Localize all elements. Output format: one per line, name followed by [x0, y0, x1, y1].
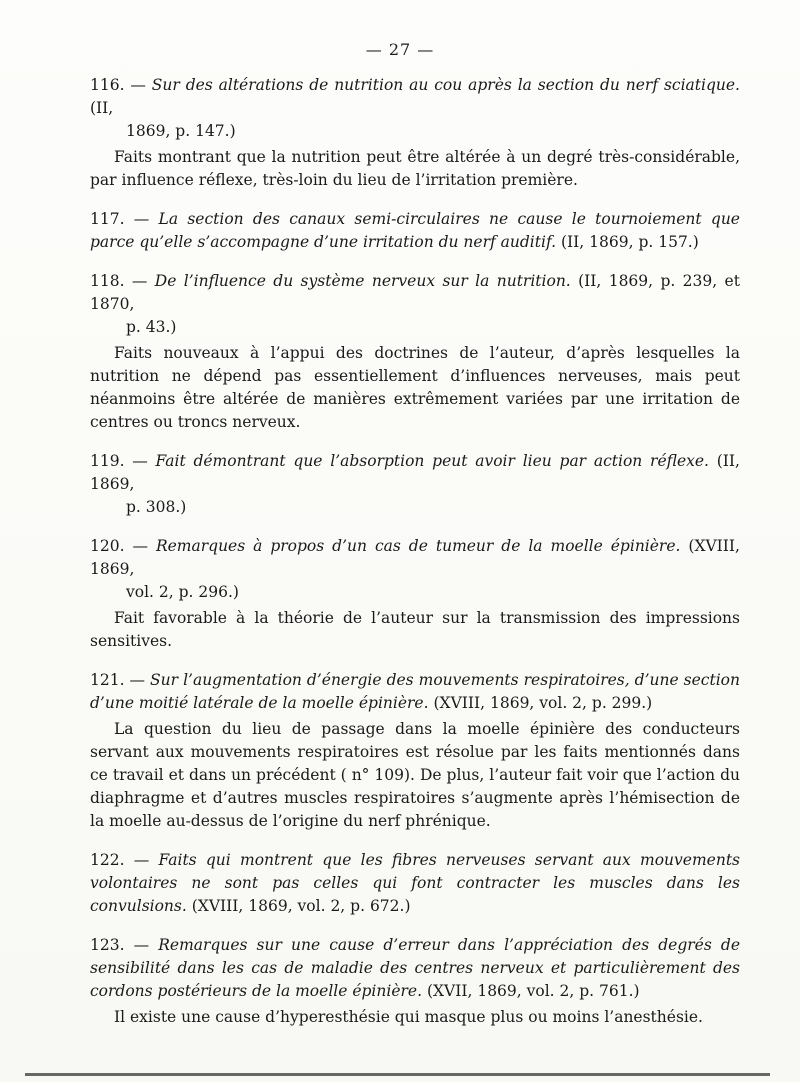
entry-body: Fait favorable à la théorie de l’auteur sur la transmission des impressions sensitives. [90, 609, 740, 650]
entry-publication: (XVIII, 1869, vol. 2, p. 299.) [433, 694, 653, 712]
entry-dash: — [133, 851, 150, 869]
bottom-edge-rule [25, 1073, 770, 1076]
entry-number: 120. [90, 537, 125, 555]
entry-title: Sur l’augmentation d’énergie des mouvements respiratoires, d’une section d’une moitié latérale de la moelle épinière. [90, 671, 740, 712]
entry-dash: — [133, 936, 150, 954]
entry-publication: (XVIII, 1869, vol. 2, p. 672.) [191, 897, 411, 915]
entry-122 [90, 849, 740, 918]
entry-title: Faits qui montrent que les fibres nerveuses servant aux mouvements volontaires ne sont pas celles qui font contracter les muscles dans les convulsions. [90, 851, 741, 915]
entry-dash: — [133, 210, 150, 228]
entry-body: Il existe une cause d’hyperesthésie qui masque plus ou moins l’anesthésie. [114, 1008, 703, 1026]
entry-dash: — [130, 76, 146, 94]
entry-dash: — [131, 272, 148, 290]
entry-publication: (II, 1869, [90, 452, 740, 493]
entry-117 [90, 208, 740, 254]
entry-number: 123. [90, 936, 125, 954]
entry-publication: (II, 1869, p. 157.) [561, 233, 699, 251]
entry-body: La question du lieu de passage dans la moelle épinière des conducteurs servant aux mouvements respiratoires est résolue par les faits mentionnés dans ce travail et dans un précédent ( n° 109). De plus, l’auteur fait voir que l’action du diaphragme et d’autres muscles respiratoires s’augmente après l’hémisection de la moelle au-dessus de l’origine du nerf phrénique. [90, 720, 740, 830]
entry-publication-cont: vol. 2, p. 296.) [126, 583, 239, 601]
entry-publication-cont: p. 308.) [126, 498, 187, 516]
entry-118 [90, 270, 740, 434]
entry-body: Faits montrant que la nutrition peut être altérée à un degré très-considérable, par influence réflexe, très-loin du lieu de l’irritation première. [90, 148, 740, 189]
entry-number: 117. [90, 210, 125, 228]
entry-title: Sur des altérations de nutrition au cou après la section du nerf sciatique. [151, 76, 740, 94]
entry-title: Remarques à propos d’un cas de tumeur de la moelle épinière. [155, 537, 681, 555]
entry-dash: — [132, 537, 148, 555]
entry-heading [90, 270, 740, 339]
entry-body: Faits nouveaux à l’appui des doctrines de l’auteur, d’après lesquelles la nutrition ne dépend pas essentiellement d’influences nerveuses, mais peut néanmoins être altérée de manières extrêmement variées par une irritation de centres ou troncs nerveux. [90, 344, 740, 431]
page-number: — 27 — [365, 40, 435, 59]
entry-heading [90, 208, 740, 254]
entries-list [90, 74, 740, 1045]
entry-title: Remarques sur une cause d’erreur dans l’appréciation des degrés de sensibilité dans les cas de maladie des centres nerveux et particulièrement des cordons postérieurs de la moelle épinière. [90, 936, 740, 1000]
entry-120 [90, 535, 740, 653]
entry-heading [90, 535, 740, 604]
entry-heading [90, 74, 740, 143]
entry-dash: — [132, 452, 148, 470]
entry-heading [90, 669, 740, 715]
entry-119 [90, 450, 740, 519]
entry-number: 118. [90, 272, 125, 290]
entry-title: Fait démontrant que l’absorption peut avoir lieu par action réflexe. [155, 452, 709, 470]
entry-publication: (II, [90, 99, 114, 117]
entry-heading [90, 934, 740, 1003]
entry-number: 116. [90, 76, 125, 94]
entry-title: De l’influence du système nerveux sur la nutrition. [154, 272, 571, 290]
entry-123 [90, 934, 740, 1029]
entry-heading [90, 450, 740, 519]
entry-121 [90, 669, 740, 833]
entry-number: 121. [90, 671, 125, 689]
entry-publication: (XVIII, 1869, [90, 537, 740, 578]
entry-publication-cont: p. 43.) [126, 318, 177, 336]
entry-publication: (XVII, 1869, vol. 2, p. 761.) [426, 982, 640, 1000]
entry-116 [90, 74, 740, 192]
entry-dash: — [129, 671, 146, 689]
entry-publication-cont: 1869, p. 147.) [126, 122, 236, 140]
entry-publication: (II, 1869, p. 239, et 1870, [90, 272, 740, 313]
entry-title: La section des canaux semi-circulaires ne cause le tournoiement que parce qu’elle s’accompagne d’une irritation du nerf auditif. [90, 210, 740, 251]
entry-heading [90, 849, 740, 918]
entry-number: 122. [90, 851, 125, 869]
entry-number: 119. [90, 452, 125, 470]
